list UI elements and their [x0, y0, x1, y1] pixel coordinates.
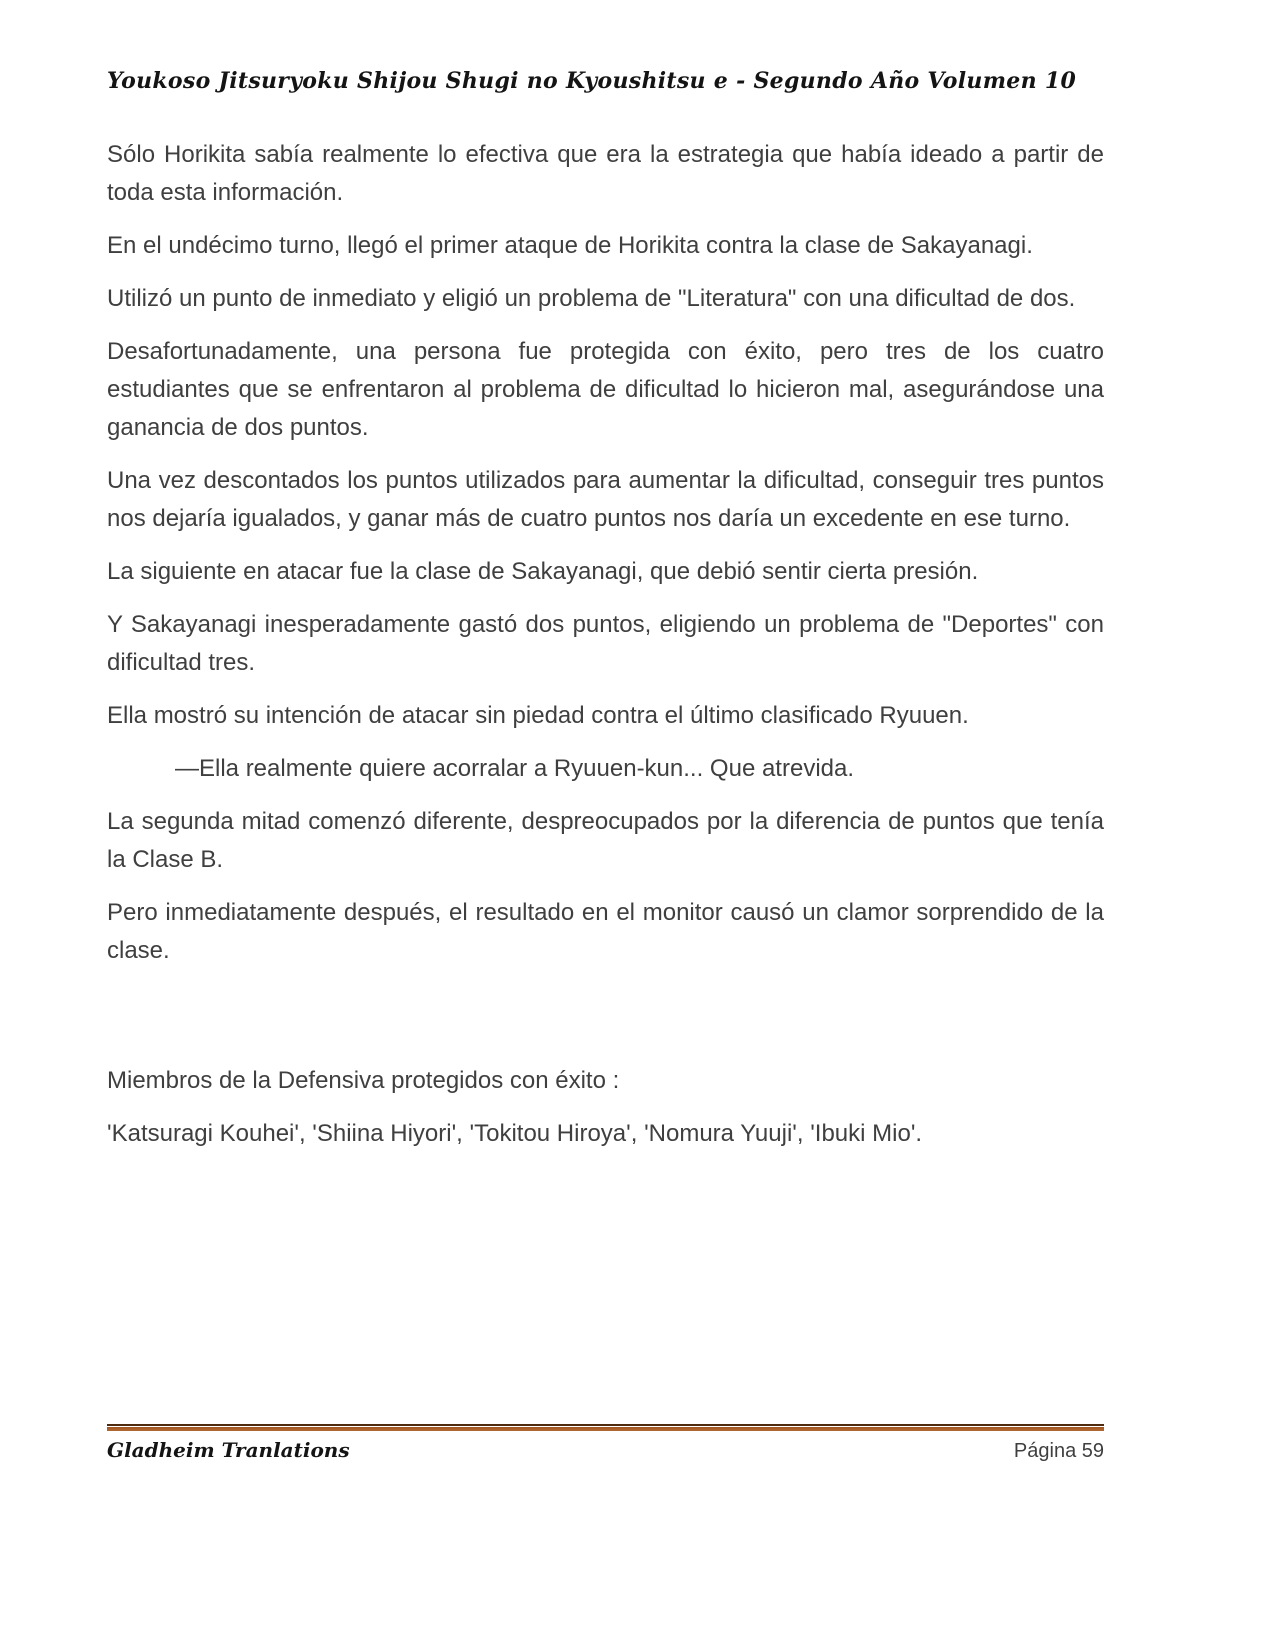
footer-rule — [107, 1424, 1104, 1431]
paragraph: —Ella realmente quiere acorralar a Ryuuen-kun... Que atrevida. — [175, 755, 855, 782]
paragraph: La siguiente en atacar fue la clase de Sakayanagi, que debió sentir cierta presión. — [107, 558, 979, 585]
document-footer — [107, 1424, 1104, 1463]
paragraph: Y Sakayanagi inesperadamente gastó dos puntos, eligiendo un problema de "Deportes" con dificultad tres. — [107, 611, 1104, 676]
paragraph: Sólo Horikita sabía realmente lo efectiva que era la estrategia que había ideado a partir de toda esta información. — [107, 141, 1104, 206]
paragraph: Utilizó un punto de inmediato y eligió un problema de "Literatura" con una dificultad de dos. — [107, 285, 1076, 312]
paragraph: Una vez descontados los puntos utilizados para aumentar la dificultad, conseguir tres puntos nos dejaría igualados, y ganar más de cuatro puntos nos daría un excedente en ese turno. — [107, 467, 1104, 532]
paragraph: La segunda mitad comenzó diferente, despreocupados por la diferencia de puntos que tenía la Clase B. — [107, 808, 1104, 873]
paragraph: Desafortunadamente, una persona fue protegida con éxito, pero tres de los cuatro estudiantes que se enfrentaron al problema de dificultad lo hicieron mal, asegurándose una ganancia de dos puntos. — [107, 338, 1104, 441]
document-body — [107, 136, 1104, 1168]
footer-page-number: Página 59 — [1013, 1440, 1104, 1462]
paragraph: Ella mostró su intención de atacar sin piedad contra el último clasificado Ryuuen. — [107, 702, 969, 729]
footer-row — [107, 1438, 1104, 1463]
paragraph: Pero inmediatamente después, el resultado en el monitor causó un clamor sorprendido de la clase. — [107, 899, 1104, 964]
footer-translator-credit: Gladheim Tranlations — [107, 1438, 350, 1462]
paragraph: En el undécimo turno, llegó el primer ataque de Horikita contra la clase de Sakayanagi. — [107, 232, 1033, 259]
header-title: Youkoso Jitsuryoku Shijou Shugi no Kyoushitsu e - Segundo Año Volumen 10 — [107, 68, 1077, 94]
paragraph: Miembros de la Defensiva protegidos con éxito : — [107, 1067, 620, 1094]
document-header — [107, 68, 1104, 94]
paragraph: 'Katsuragi Kouhei', 'Shiina Hiyori', 'Tokitou Hiroya', 'Nomura Yuuji', 'Ibuki Mio'. — [107, 1120, 923, 1147]
